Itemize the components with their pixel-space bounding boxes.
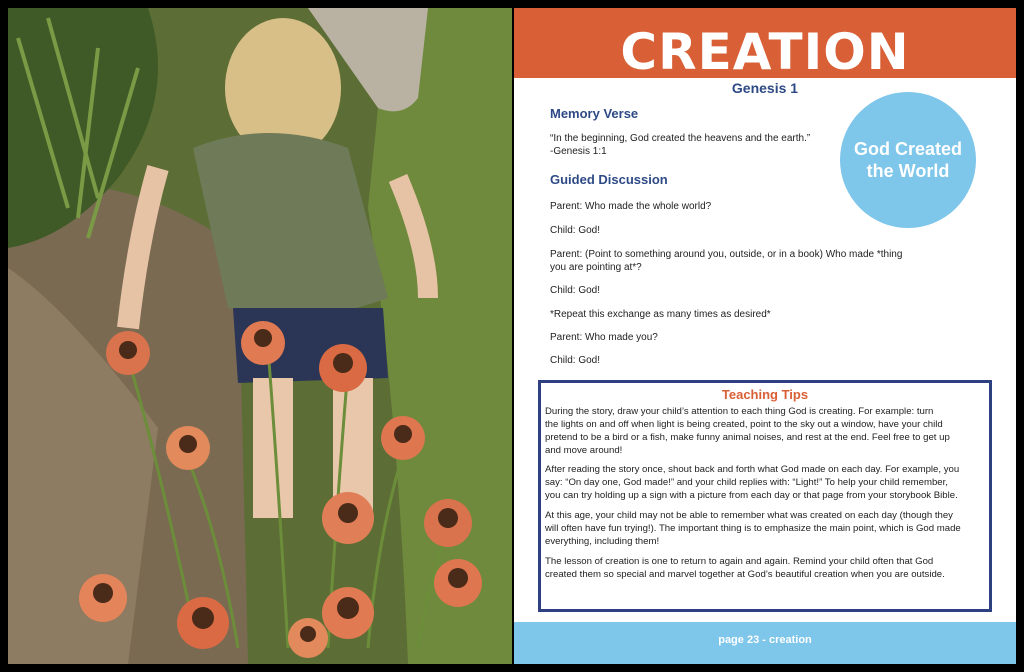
- discussion-line: *Repeat this exchange as many times as desired*: [550, 309, 771, 320]
- discussion-line: Child: God!: [550, 355, 601, 366]
- tips-line: say: “On day one, God made!” and your child replies with: “Light!” To help your child remember,: [545, 477, 948, 488]
- discussion-line: Parent: (Point to something around you, outside, or in a book) Who made *thing: [550, 249, 903, 260]
- lesson-page: [514, 8, 1016, 664]
- tips-line: The lesson of creation is one to return to again and again. Remind your child often that God: [545, 556, 934, 567]
- tips-paragraph-1: [545, 405, 985, 457]
- scripture-reference: Genesis 1: [731, 80, 799, 96]
- tips-line: pretend to be a bird or a fish, make funny animal noises, and rest at the end. Feel free to get up: [545, 432, 950, 443]
- badge-line-1: God Created: [853, 139, 963, 159]
- guided-discussion-heading: Guided Discussion: [550, 172, 668, 187]
- tips-line: During the story, draw your child’s attention to each thing God is creating. For example: turn: [545, 406, 934, 417]
- tips-paragraph-4: [545, 555, 985, 581]
- tips-line: and move around!: [545, 445, 623, 456]
- tips-line: created them so special and marvel together at God’s beautiful creation when you are outside.: [545, 569, 945, 580]
- tips-line: At this age, your child may not be able to remember what was created on each day (though they: [545, 510, 953, 521]
- discussion-line: Parent: Who made the whole world?: [550, 201, 712, 212]
- memory-verse-heading: Memory Verse: [550, 106, 639, 121]
- page-title: CREATION: [620, 23, 910, 81]
- discussion-line: you are pointing at*?: [550, 262, 642, 273]
- child-flowers-photo: [8, 8, 512, 664]
- tips-line: you can try holding up a sign with a picture from each day or that page from your storybook Bible.: [545, 490, 958, 501]
- badge-line-2: the World: [866, 161, 950, 181]
- tips-line: After reading the story once, shout back and forth what God made on each day. For example, you: [545, 464, 960, 475]
- tips-line: everything, including them!: [545, 536, 660, 547]
- tips-paragraph-3: [545, 509, 985, 548]
- discussion-line: Parent: Who made you?: [550, 332, 658, 343]
- memory-verse-citation: -Genesis 1:1: [550, 146, 607, 157]
- discussion-line: Child: God!: [550, 285, 601, 296]
- photo-page: [8, 8, 512, 664]
- teaching-tips-title: Teaching Tips: [721, 387, 809, 402]
- tips-line: the lights on and off when light is being created, point to the sky out a window, have your child: [545, 419, 943, 430]
- teaching-tips-box: [538, 380, 992, 612]
- page-footer: page 23 - creation: [718, 634, 812, 646]
- memory-verse-text: “In the beginning, God created the heavens and the earth.”: [550, 133, 811, 144]
- tips-line: will often have fun trying!). The important thing is to emphasize the main point, which is God made: [545, 523, 961, 534]
- footer-band: [514, 622, 1016, 664]
- discussion-line: Child: God!: [550, 225, 601, 236]
- tips-paragraph-2: [545, 463, 985, 502]
